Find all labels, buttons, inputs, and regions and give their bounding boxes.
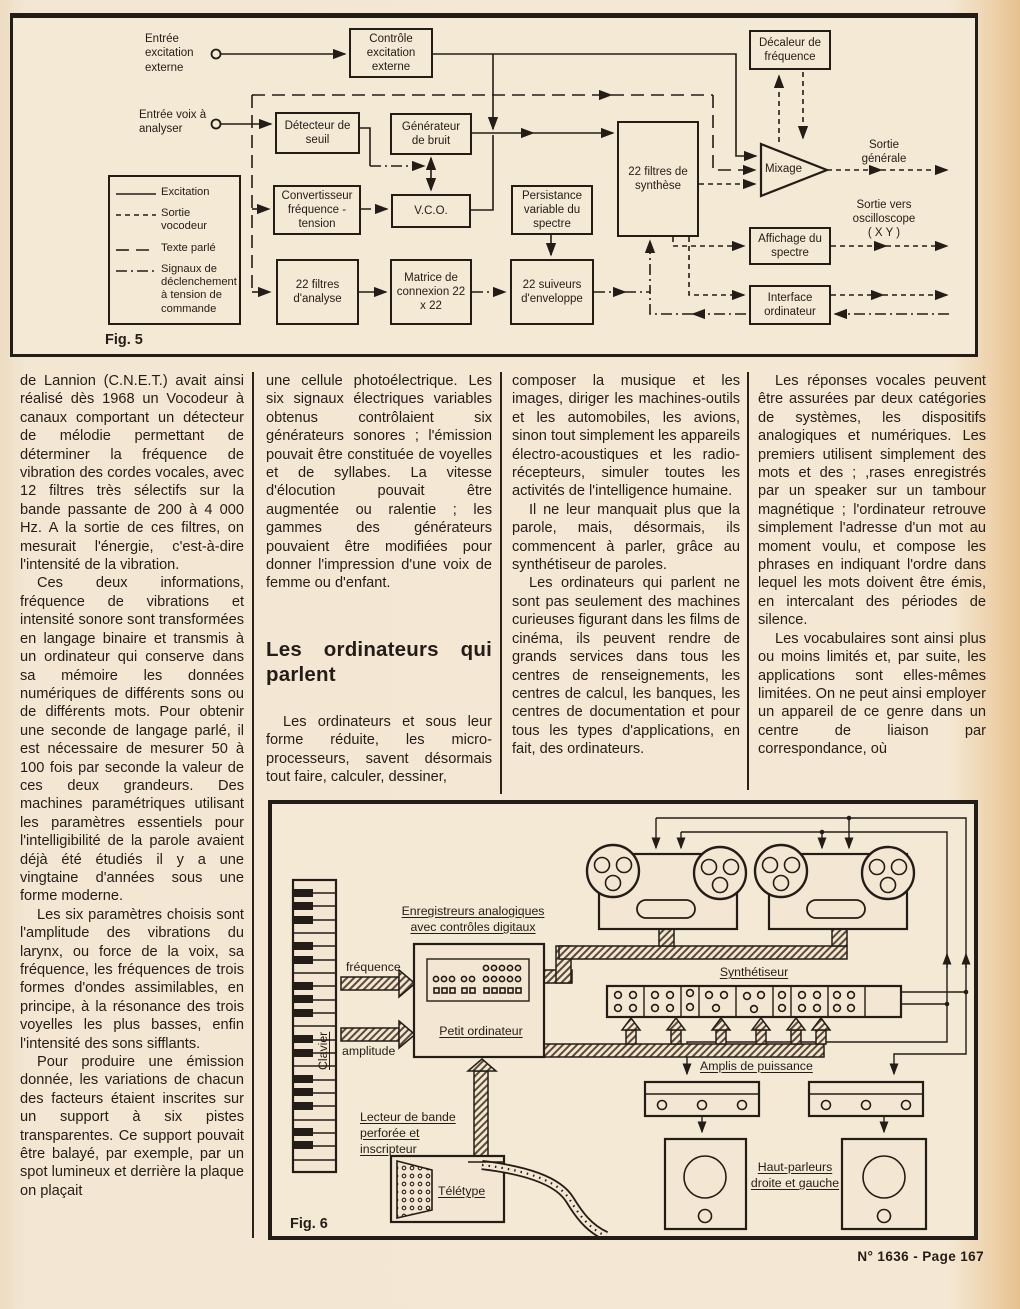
legend-line-dashdot-icon (116, 267, 156, 275)
box-suiveurs-enveloppe-label: 22 suiveurs d'enveloppe (521, 278, 583, 305)
box-affichage-spectre-label: Affichage du spectre (758, 232, 822, 259)
box-interface-ordinateur (749, 285, 831, 325)
fig5-caption: Fig. 5 (105, 332, 143, 348)
label-enregistreurs: Enregistreurs analogiques avec contrôles digitaux (401, 904, 545, 934)
box-filtres-analyse (276, 259, 359, 325)
label-lecteur-bande: Lecteur de bande perforée et inscripteur (360, 1110, 456, 1156)
box-matrice-connexion (390, 259, 472, 325)
label-sortie-oscilloscope: Sortie vers oscilloscope (852, 199, 916, 226)
box-convertisseur-label: Convertisseur fréquence - tension (281, 189, 353, 230)
label-oscilloscope-xy: ( X Y ) (867, 227, 901, 239)
box-matrice-connexion-label: Matrice de connexion 22 x 22 (396, 271, 466, 312)
legend-label: Sortie vocodeur (161, 207, 208, 233)
box-controle-excitation (349, 28, 433, 78)
paragraph: Les ordinateurs et sous leur forme réduite, les micro-processeurs, savent désormais tout faire, calculer, dessiner, (266, 713, 492, 786)
legend-label: Texte parlé (161, 241, 216, 254)
box-persistance-label: Persistance variable du spectre (521, 189, 583, 230)
fig6-caption: Fig. 6 (290, 1216, 328, 1232)
legend-item-signaux (116, 262, 237, 316)
label-entree-excitation: Entrée excitation externe (145, 33, 194, 74)
box-convertisseur (273, 185, 361, 235)
fig5-legend (108, 175, 241, 325)
legend-label: Excitation (161, 186, 210, 198)
box-detecteur-seuil-label: Détecteur de seuil (284, 119, 351, 146)
fig6-block-diagram (268, 800, 978, 1240)
legend-item-excitation (116, 186, 233, 199)
paragraph: composer la musique et les images, diriger les machines-outils et les automobiles, les avions, sinon tout simplement les appareils électro-acoustiques et les radio-récepteurs, simuler toutes les activités de l'intelligence humaine. (512, 373, 740, 500)
label-entree-voix: Entrée voix à analyser (139, 109, 207, 136)
box-decaleur-frequence (749, 30, 831, 70)
box-suiveurs-enveloppe (510, 259, 594, 325)
fig6-drawing (272, 804, 974, 1236)
article-column-1 (20, 372, 244, 1250)
paragraph: Il ne leur manquait plus que la parole, mais, désormais, ils commencent à parler, grâce au synthétiseur de paroles. (512, 501, 740, 574)
box-decaleur-frequence-label: Décaleur de fréquence (758, 36, 821, 63)
label-frequence: fréquence (346, 960, 401, 974)
label-mixage: Mixage (765, 163, 803, 175)
label-petit-ordinateur: Petit ordinateur (439, 1024, 523, 1038)
legend-line-longdash-icon (116, 246, 156, 254)
paragraph: Les réponses vocales peuvent être assurées par deux catégories de systèmes, les dispositifs analogiques et numériques. Les premiers utilisent simplement des mots et des ; ,rases enregistrés par un speaker sur un tambour magnétique ; l'ordinateur retrouve simplement l'adresse d'un mot au moment voulu, et compose les phrases en indiquant l'ordre dans lequel les mots doivent être émis, en intercalant des périodes de silence. (758, 373, 986, 629)
box-filtres-synthese (617, 121, 699, 237)
label-synthetiseur: Synthétiseur (719, 965, 789, 979)
label-amplitude: amplitude (342, 1044, 396, 1058)
article-column-2 (266, 372, 492, 796)
box-affichage-spectre (749, 227, 831, 265)
paragraph: Pour produire une émission donnée, les variations de chacun des facteurs étaient inscrites sur un support à six pistes transparentes. Ce support pouvait être balayé, par exemple, par un spot lumineux et derrière la plaque on plaçait (20, 1054, 244, 1199)
label-sortie-generale: Sortie générale (861, 139, 907, 166)
article-heading: Les ordinateurs qui parlent (266, 637, 492, 686)
label-clavier: Clavier (316, 1031, 330, 1070)
box-vco (391, 194, 471, 228)
legend-item-sortie-vocodeur (116, 207, 233, 233)
fig5-block-diagram (10, 13, 978, 357)
box-detecteur-seuil (275, 112, 360, 154)
page-footer: N° 1636 - Page 167 (857, 1249, 984, 1264)
legend-line-solid-icon (116, 190, 156, 198)
legend-label: Signaux de déclenchement à tension de commande (161, 262, 237, 315)
paragraph: Les vocabulaires sont ainsi plus ou moins limités et, par suite, les applications sont elles-mêmes limitées. On ne peut ainsi employer un appareil de ce genre dans un centre de liaison par correspondance, où (758, 630, 986, 758)
box-filtres-analyse-label: 22 filtres d'analyse (293, 278, 342, 305)
column-divider (500, 372, 502, 794)
box-generateur-bruit (390, 113, 472, 155)
label-haut-parleurs: Haut-parleurs droite et gauche (750, 1160, 840, 1190)
article-column-4 (758, 372, 986, 792)
column-divider (747, 372, 749, 790)
paragraph: Ces deux informations, fréquence de vibrations et intensité sonore sont transformées en langage binaire et transmis à un ordinateur qui conserve dans sa mémoire les données numériques de différents sons ou de différents mots. Pour obtenir une seconde de langage parlé, il est nécessaire de mesurer 50 à 100 fois par seconde la valeur de ces deux grandeurs. Des machines paramétriques utilisant les paramètres essentiels pour l'intelligibilité de la parole avaient déjà été étudiés il y a une vingtaine d'années sous une forme moderne. (20, 575, 244, 905)
legend-line-dashed-icon (116, 211, 156, 219)
label-teletype: Télétype (438, 1184, 486, 1198)
label-amplis-puissance: Amplis de puissance (700, 1059, 813, 1073)
article-column-3 (512, 372, 740, 800)
paragraph: de Lannion (C.N.E.T.) avait ainsi réalisé dès 1968 un Vocodeur à canaux comportant un détecteur de mélodie permettant de déterminer la fréquence de vibration des cordes vocales, avec 12 filtres très sélectifs sur la bande passante de 200 à 4 000 Hz. A la sortie de ces filtres, on mesurait l'énergie, c'est-à-dire l'intensité de la vibration. (20, 373, 244, 574)
box-interface-ordinateur-label: Interface ordinateur (764, 291, 816, 318)
paragraph: une cellule photoélectrique. Les six signaux électriques variables obtenus contrôlaient six générateurs sonores ; l'émission pouvait être constituée de voyelles et de syllabes. La vitesse d'élocution pouvait être augmentée ou ralentie ; les gammes des générateurs pouvaient être modifiées pour donner l'impression d'une voix de femme ou d'enfant. (266, 373, 492, 592)
box-generateur-bruit-label: Générateur de bruit (401, 120, 461, 147)
box-filtres-synthese-label: 22 filtres de synthèse (628, 165, 688, 192)
legend-item-texte-parle (116, 242, 233, 255)
paragraph: Les ordinateurs qui parlent ne sont pas seulement des machines curieuses figurant dans les films de cinéma, ils peuvent rendre de grands services dans tous les centres de renseignements, les centres de calcul, les banques, les centres de documentation et pour tous les types d'applications, en fait, des ordinateurs. (512, 575, 740, 758)
box-persistance (511, 185, 593, 235)
paragraph: Les six paramètres choisis sont l'amplitude des vibrations du larynx, ou force de la voix, sa fréquence, les fréquences de trois formes d'ondes assimilables, en principe, à la résonance des trois voyelles les plus basses, enfin l'intensité des sons sifflants. (20, 906, 244, 1052)
column-divider (252, 372, 254, 1238)
box-controle-excitation-label: Contrôle excitation externe (366, 32, 416, 73)
box-vco-label: V.C.O. (414, 204, 448, 217)
